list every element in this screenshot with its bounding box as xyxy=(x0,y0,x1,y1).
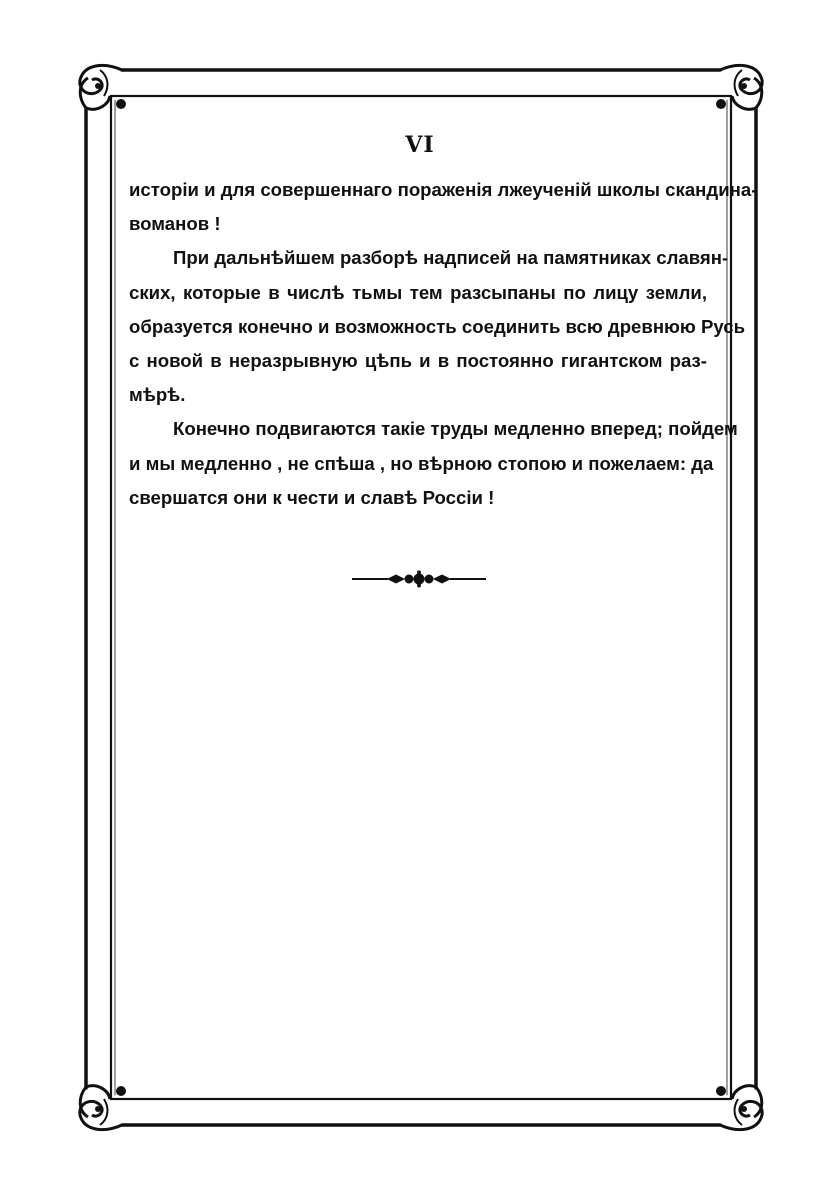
body-text xyxy=(129,173,758,515)
text-line: и мы медленно , не спѣша , но вѣрною стопою и пожелаем: да xyxy=(129,452,714,474)
text-line: При дальнѣйшем разборѣ надписей на памятниках славян- xyxy=(173,247,729,269)
paragraph xyxy=(129,412,738,515)
text-line: с новой в неразрывную цѣпь и в постоянно гигантском раз- xyxy=(129,349,707,371)
text-line: Конечно подвигаются такіе труды медленно вперед; пойдем xyxy=(173,418,738,440)
paragraph xyxy=(129,241,746,412)
text-line: образуется конечно и возможность соединить всю древнюю Русь xyxy=(129,315,746,337)
text-line: мѣрѣ. xyxy=(129,384,186,406)
corner-ornament-bottom-right xyxy=(716,1086,762,1130)
text-line: исторіи и для совершеннаго пораженія лжеученій школы скандина- xyxy=(129,179,758,200)
corner-ornament-top-left xyxy=(80,65,126,109)
corner-ornament-top-right xyxy=(716,65,762,109)
corner-ornament-bottom-left xyxy=(80,1086,126,1130)
text-line: ских, которые в числѣ тьмы тем разсыпаны по лицу земли, xyxy=(129,281,707,303)
page-number: VI xyxy=(405,132,435,158)
paragraph xyxy=(129,173,758,241)
text-line: свершатся они к чести и славѣ Россіи ! xyxy=(129,486,495,508)
tailpiece-ornament xyxy=(352,570,486,588)
text-line: воманов ! xyxy=(129,213,221,235)
